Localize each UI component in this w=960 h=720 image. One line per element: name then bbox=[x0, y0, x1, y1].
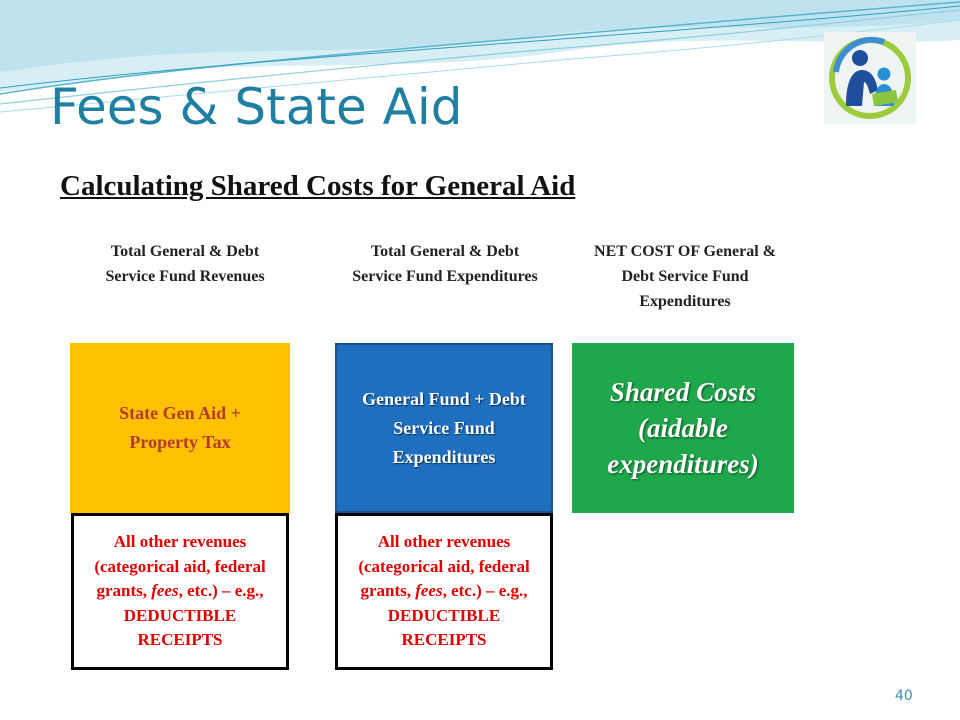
general-fund-box bbox=[335, 343, 553, 513]
deductible-text-part2: , etc.) – e.g., DEDUCTIBLE RECEIPTS bbox=[387, 581, 528, 650]
deductible-text-italic: fees bbox=[151, 581, 179, 601]
deductible-receipts-box-left bbox=[71, 513, 289, 670]
state-aid-label: State Gen Aid + Property Tax bbox=[119, 403, 241, 452]
general-fund-label: General Fund + Debt Service Fund Expenditures bbox=[362, 388, 526, 467]
slide-title: Fees & State Aid bbox=[50, 78, 463, 136]
deductible-text-part2: , etc.) – e.g., DEDUCTIBLE RECEIPTS bbox=[123, 581, 264, 650]
section-subtitle: Calculating Shared Costs for General Aid bbox=[60, 170, 576, 202]
deductible-receipts-text-left bbox=[86, 530, 274, 653]
expenditures-column-heading: Total General & Debt Service Fund Expenditures bbox=[352, 243, 538, 285]
shared-costs-label: Shared Costs (aidable expenditures) bbox=[607, 377, 759, 479]
deductible-receipts-box-right bbox=[335, 513, 553, 670]
revenues-column-heading: Total General & Debt Service Fund Revenues bbox=[105, 243, 265, 285]
deductible-text-part1: All other revenues (categorical aid, federal grants, bbox=[358, 532, 530, 601]
state-aid-box bbox=[70, 343, 290, 513]
net-cost-column-heading: NET COST OF General & Debt Service Fund Expenditures bbox=[594, 243, 776, 310]
shared-costs-box bbox=[572, 343, 794, 513]
deductible-receipts-text-right bbox=[350, 530, 538, 653]
parent-child-reading-logo-icon bbox=[824, 32, 916, 124]
deductible-text-part1: All other revenues (categorical aid, federal grants, bbox=[94, 532, 266, 601]
deductible-text-italic: fees bbox=[415, 581, 443, 601]
slide-number: 40 bbox=[895, 688, 913, 704]
